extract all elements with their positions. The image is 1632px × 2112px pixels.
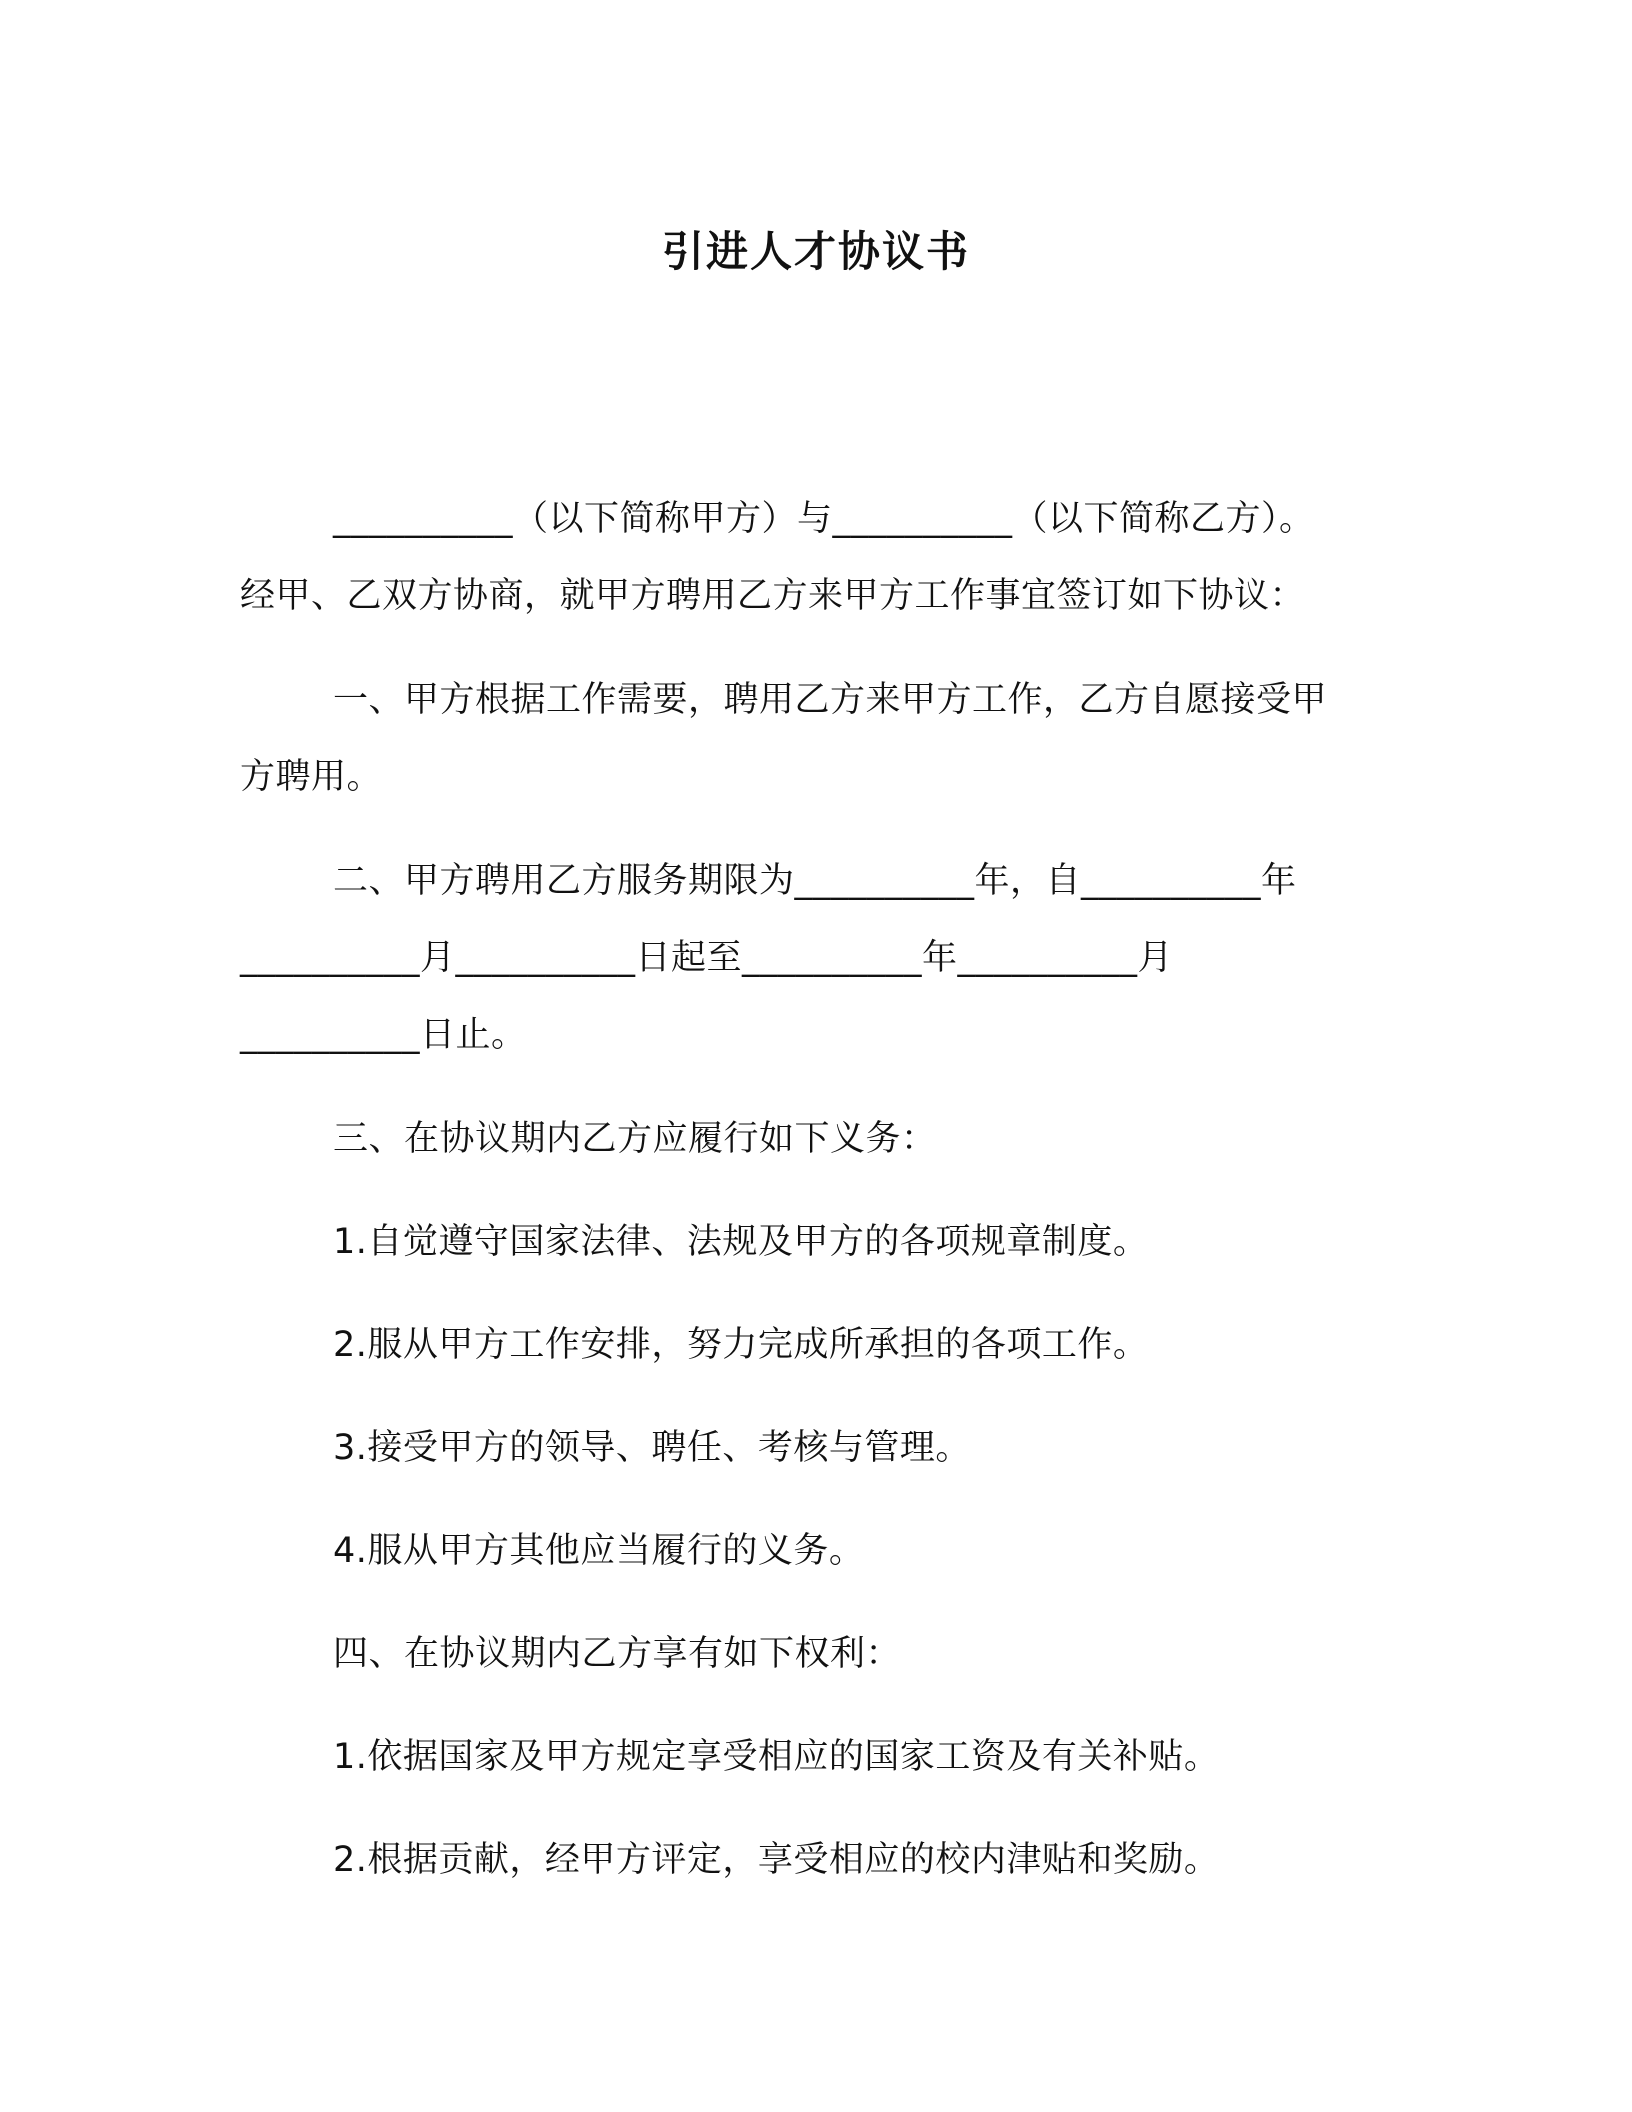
clause-3-heading: 三、在协议期内乙方应履行如下义务： [333, 1119, 937, 1159]
intro-line-1: __________（以下简称甲方）与__________（以下简称乙方）。 [333, 499, 1315, 539]
clause-4-item: 1.依据国家及甲方规定享受相应的国家工资及有关补贴。 [333, 1737, 1220, 1777]
clause-3-item: 2.服从甲方工作安排，努力完成所承担的各项工作。 [333, 1325, 1149, 1365]
clause-1-line-1: 一、甲方根据工作需要，聘用乙方来甲方工作，乙方自愿接受甲 [333, 680, 1328, 720]
clause-1-line-2: 方聘用。 [240, 757, 383, 797]
clause-2-line-1: 二、甲方聘用乙方服务期限为__________年，自__________年 [333, 861, 1297, 901]
clause-3-item: 3.接受甲方的领导、聘任、考核与管理。 [333, 1428, 971, 1468]
intro-line-2: 经甲、乙双方协商，就甲方聘用乙方来甲方工作事宜签订如下协议： [240, 576, 1306, 616]
clause-4-heading: 四、在协议期内乙方享有如下权利： [333, 1634, 902, 1674]
clause-2-line-2: __________月__________日起至__________年__________月 [240, 938, 1174, 978]
clause-4-item: 2.根据贡献，经甲方评定，享受相应的校内津贴和奖励。 [333, 1840, 1220, 1880]
clause-2-line-3: __________日止。 [240, 1015, 527, 1055]
clause-3-item: 4.服从甲方其他应当履行的义务。 [333, 1531, 865, 1571]
document-title: 引进人才协议书 [661, 227, 970, 276]
clause-3-item: 1.自觉遵守国家法律、法规及甲方的各项规章制度。 [333, 1222, 1149, 1262]
